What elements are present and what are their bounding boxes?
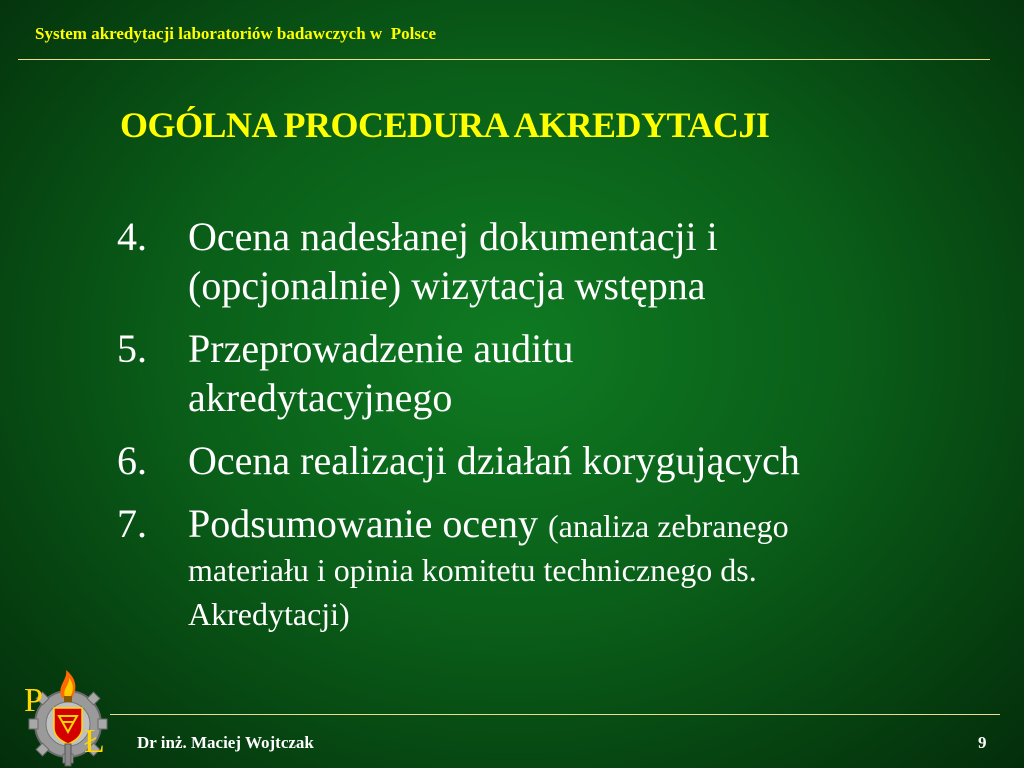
- list-item-text-line: (opcjonalnie) wizytacja wstępna: [188, 263, 706, 308]
- list-item-number: 7.: [117, 501, 147, 546]
- list-item-number: 5.: [117, 326, 147, 371]
- list-item-main-text: Podsumowanie oceny: [188, 501, 538, 546]
- list-item: [117, 436, 977, 485]
- list-item-note: (analiza zebranego: [547, 508, 789, 544]
- footer-author: Dr inż. Maciej Wojtczak: [137, 733, 314, 752]
- list-item-note-line: Akredytacji): [188, 596, 350, 632]
- list-item: [117, 212, 977, 310]
- list-item-number: 6.: [117, 438, 147, 483]
- header-divider: [18, 59, 990, 60]
- logo-graphic: [18, 666, 118, 768]
- list-item: [117, 324, 977, 422]
- slide-title: OGÓLNA PROCEDURA AKREDYTACJI: [120, 105, 770, 145]
- shield-icon: [54, 708, 82, 744]
- footer-divider: [110, 714, 1000, 715]
- logo-letter-l: Ł: [84, 723, 105, 760]
- list-item: [117, 499, 977, 636]
- list-item-number: 4.: [117, 214, 147, 259]
- university-logo-icon: [18, 666, 118, 768]
- list-item-text-line: Ocena nadesłanej dokumentacji i: [188, 214, 718, 259]
- list-item-note-line: materiału i opinia komitetu technicznego ds.: [188, 552, 757, 588]
- procedure-list: [117, 212, 977, 650]
- list-item-text-line: [188, 499, 977, 548]
- list-item-text-line: akredytacyjnego: [188, 375, 453, 420]
- logo-letter-p: P: [24, 682, 43, 719]
- list-item-text-line: Przeprowadzenie auditu: [188, 326, 574, 371]
- page-number: 9: [978, 733, 987, 752]
- list-item-text-line: Ocena realizacji działań korygujących: [188, 438, 800, 483]
- header-title: System akredytacji laboratoriów badawczych w Polsce: [35, 24, 437, 43]
- torch-handle-icon: [65, 744, 71, 766]
